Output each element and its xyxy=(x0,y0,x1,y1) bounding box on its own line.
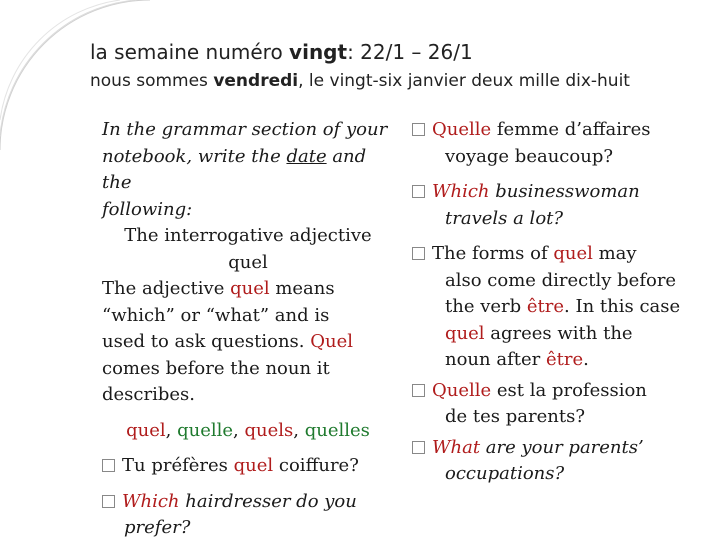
bullet-item: What are your parents’ occupations? xyxy=(412,435,702,488)
bullet-icon xyxy=(412,247,425,260)
bullet-item: The forms of quel may also come directly before the verb être. In this case quel agrees with the noun after être. xyxy=(412,241,702,374)
explanation-paragraph: The adjective quel means “which” or “what” and is used to ask questions. Quel comes before the noun it describes. xyxy=(102,278,353,405)
bullet-icon xyxy=(412,185,425,198)
bullet-icon xyxy=(412,384,425,397)
bullet-item: Which businesswoman travels a lot? xyxy=(412,179,702,232)
bullet-icon xyxy=(412,123,425,136)
bullet-icon xyxy=(102,495,115,508)
page-subtitle: nous sommes vendredi, le vingt-six janvier deux mille dix-huit xyxy=(90,71,630,91)
left-column xyxy=(102,117,394,542)
right-column xyxy=(412,117,702,488)
example-french: Tu préfères quel coiffure? xyxy=(102,453,394,480)
page-title: la semaine numéro vingt: 22/1 – 26/1 xyxy=(90,40,473,64)
bullet-icon xyxy=(412,441,425,454)
bullet-item: Quelle est la profession de tes parents? xyxy=(412,378,702,431)
example-english: Which hairdresser do you prefer? xyxy=(102,489,394,542)
section-heading: The interrogative adjective quel xyxy=(124,225,372,273)
bullet-item: Quelle femme d’affaires voyage beaucoup? xyxy=(412,117,702,170)
bullet-icon xyxy=(102,459,115,472)
forms-list: quel, quelle, quels, quelles xyxy=(126,419,370,441)
instruction-text: In the grammar section of your notebook, write the date and the following: xyxy=(102,119,388,220)
